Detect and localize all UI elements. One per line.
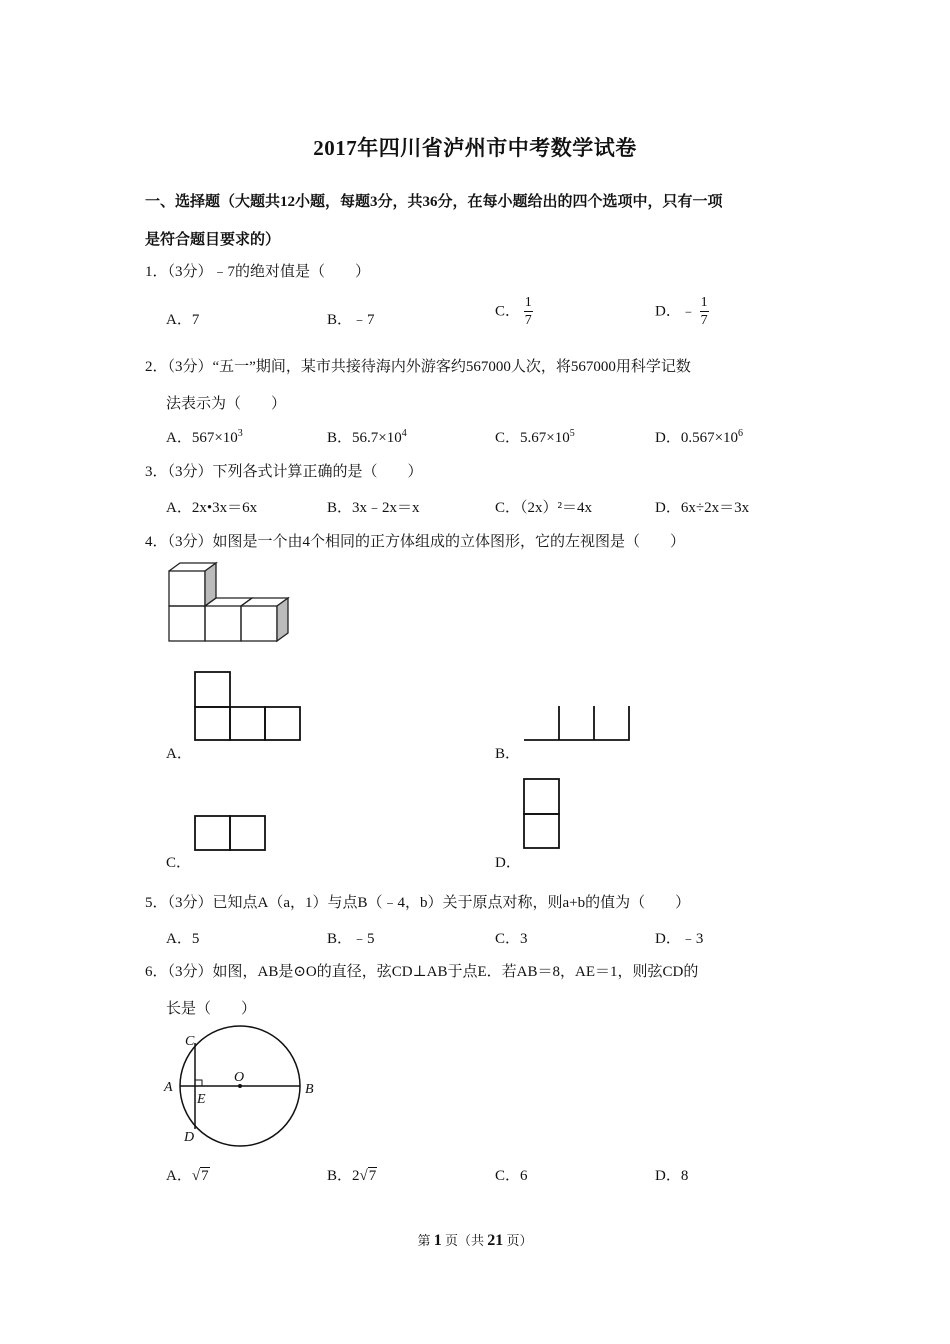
q6-a-label: A． — [166, 1168, 192, 1184]
q5-option-c: C．3 — [495, 931, 528, 947]
q2-d-exp: 6 — [738, 428, 744, 439]
q2-stem-line1: 2．（3分）“五一”期间，某市共接待海内外游客约567000人次，将567000用科学记数 — [145, 359, 691, 375]
q2-option-c — [495, 426, 575, 447]
q1-d-denominator: 7 — [700, 313, 708, 328]
q6-b-label: B．2 — [327, 1168, 360, 1184]
q6-stem-line2: 长是（ ） — [166, 1001, 257, 1017]
section-header-line1: 一、选择题（大题共12小题，每题3分，共36分，在每小题给出的四个选项中，只有一项 — [145, 194, 723, 210]
q1-option-b: B．﹣7 — [327, 312, 375, 328]
q6-label-D: D — [184, 1130, 195, 1145]
q6-b-sqrt: √7 — [359, 1168, 377, 1184]
q6-label-O: O — [234, 1070, 245, 1085]
q4-option-b-figure — [522, 704, 634, 744]
q1-c-denominator: 7 — [524, 313, 532, 328]
q4-option-d-label: D． — [495, 855, 521, 871]
section-header-line2: 是符合题目要求的） — [145, 232, 281, 248]
q1-stem: 1．（3分）﹣7的绝对值是（ ） — [145, 264, 371, 280]
q1-option-a: A．7 — [166, 312, 200, 328]
q2-c-base: C．5.67×10 — [495, 430, 570, 446]
footer-pre: 第 — [417, 1233, 431, 1248]
q2-b-exp: 4 — [401, 428, 407, 439]
q1-option-d-fraction — [700, 296, 709, 328]
page-footer — [0, 1230, 950, 1250]
q6-circle-figure — [160, 1025, 325, 1150]
q1-option-c-label: C． — [495, 303, 521, 320]
q2-a-exp: 3 — [237, 428, 243, 439]
q6-label-E: E — [197, 1092, 206, 1107]
q3-option-a: A．2x•3x＝6x — [166, 500, 258, 516]
q1-option-d — [655, 296, 709, 328]
page-title: 2017年四川省泸州市中考数学试卷 — [313, 136, 637, 160]
q3-option-c: C．（2x）²＝4x — [495, 500, 593, 516]
q5-option-b: B．﹣5 — [327, 931, 375, 947]
q1-option-c — [495, 296, 533, 328]
q1-d-numerator: 1 — [700, 295, 708, 310]
q4-option-d-figure — [522, 777, 562, 851]
q2-option-d — [655, 426, 743, 447]
q4-option-c-figure — [193, 814, 269, 852]
q6-option-a — [166, 1164, 210, 1185]
q6-a-radicand: 7 — [201, 1168, 209, 1184]
q6-option-d: D．8 — [655, 1168, 689, 1184]
q3-option-b: B．3x﹣2x＝x — [327, 500, 420, 516]
q2-stem-line2: 法表示为（ ） — [166, 396, 287, 412]
footer-total-pages: 21 — [487, 1232, 504, 1249]
footer-mid: 页（共 — [444, 1233, 484, 1248]
q1-option-d-label: D．﹣ — [655, 303, 696, 320]
q6-label-A: A — [164, 1080, 173, 1095]
q1-option-c-fraction — [524, 296, 533, 328]
q3-option-d: D．6x÷2x＝3x — [655, 500, 750, 516]
q6-stem-line1: 6．（3分）如图，AB是⊙O的直径，弦CD⊥AB于点E．若AB＝8，AE＝1，则弦CD的 — [145, 964, 699, 980]
q6-a-sqrt: √7 — [191, 1168, 209, 1184]
q5-option-d: D．﹣3 — [655, 931, 704, 947]
q3-stem: 3．（3分）下列各式计算正确的是（ ） — [145, 464, 423, 480]
q5-option-a: A．5 — [166, 931, 200, 947]
q2-b-base: B．56.7×10 — [327, 430, 402, 446]
q2-option-b — [327, 426, 407, 447]
q4-cube-figure — [160, 560, 300, 645]
q5-stem: 5．（3分）已知点A（a，1）与点B（﹣4，b）关于原点对称，则a+b的值为（ ） — [145, 895, 691, 911]
q1-c-numerator: 1 — [524, 295, 532, 310]
footer-post: 页） — [506, 1233, 533, 1248]
q4-option-b-label: B． — [495, 746, 521, 762]
q6-label-B: B — [305, 1082, 314, 1097]
q6-option-b — [327, 1164, 377, 1185]
q4-option-c-label: C． — [166, 855, 192, 871]
q4-option-a-label: A． — [166, 746, 192, 762]
q4-stem: 4．（3分）如图是一个由4个相同的正方体组成的立体图形，它的左视图是（ ） — [145, 534, 686, 550]
footer-page-number: 1 — [433, 1232, 442, 1249]
q2-d-base: D．0.567×10 — [655, 430, 739, 446]
q6-label-C: C — [185, 1034, 195, 1049]
q4-option-a-figure — [193, 670, 303, 742]
q2-c-exp: 5 — [569, 428, 575, 439]
q2-option-a — [166, 426, 243, 447]
q6-option-c: C．6 — [495, 1168, 528, 1184]
q6-b-radicand: 7 — [368, 1168, 377, 1184]
q2-a-base: A．567×10 — [166, 430, 238, 446]
